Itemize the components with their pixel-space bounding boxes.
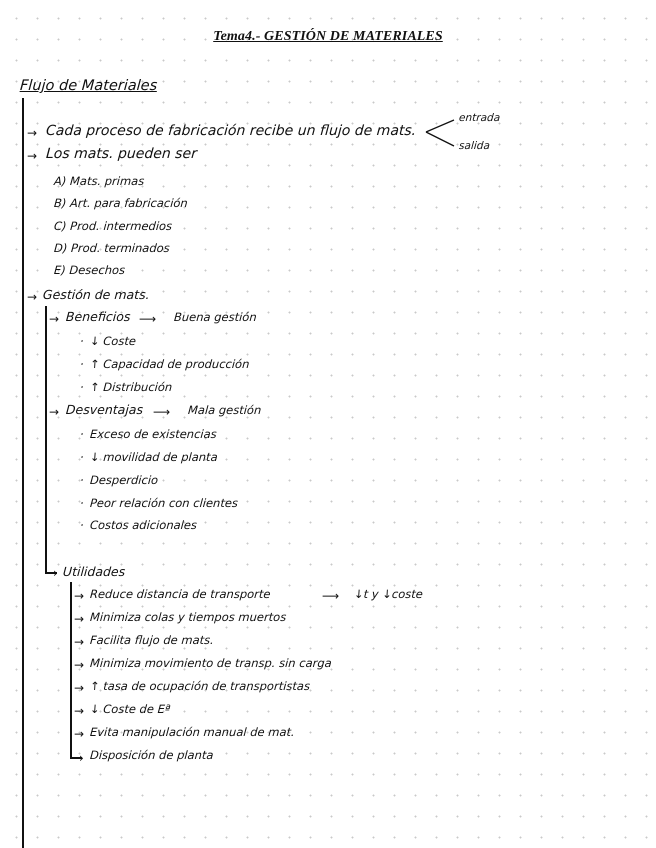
arrow-icon: → [27, 126, 38, 140]
arrow-icon: → [74, 635, 85, 649]
bullet-dot-icon: · [79, 380, 85, 394]
desventaja-item: Peor relación con clientes [89, 496, 239, 510]
bullet-dot-icon: · [79, 334, 85, 348]
arrow-icon: → [49, 312, 60, 326]
material-type-item: A) Mats. primas [53, 174, 145, 188]
desventaja-item: Costos adicionales [89, 518, 198, 532]
material-type-item: E) Desechos [53, 263, 126, 277]
material-type-item: B) Art. para fabricación [53, 196, 189, 210]
main-tree-line [22, 98, 24, 848]
utilidad-item: Minimiza movimiento de transp. sin carga [89, 656, 333, 670]
utilidad-item: Minimiza colas y tiempos muertos [89, 610, 287, 624]
arrow-icon: → [49, 405, 60, 419]
utilidad-item: Reduce distancia de transporte [89, 587, 272, 601]
page-title: Tema4.- GESTIÓN DE MATERIALES [213, 29, 443, 44]
desventaja-item: Exceso de existencias [89, 427, 218, 441]
utilidad-result: ↓t y ↓coste [353, 587, 424, 601]
arrow-icon: → [74, 658, 85, 672]
utilidad-item: ↑ tasa de ocupación de transportistas [89, 679, 311, 693]
bullet-dot-icon: · [79, 357, 85, 371]
gestion-label: Gestión de mats. [42, 287, 151, 302]
arrow-icon: › [79, 751, 84, 765]
bullet-dot-icon: · [79, 496, 85, 510]
material-type-item: C) Prod. intermedios [53, 219, 173, 233]
beneficio-item: ↓ Coste [89, 334, 137, 348]
arrow-icon: → [74, 612, 85, 626]
arrow-icon: → [27, 149, 38, 163]
utilidades-tree-line [70, 582, 72, 758]
bullet-dot-icon: · [79, 450, 85, 464]
arrow-icon: → [74, 589, 85, 603]
utilidad-item: Disposición de planta [89, 748, 214, 762]
bullet-dot-icon: · [79, 473, 85, 487]
desventajas-result: Mala gestión [187, 403, 262, 417]
arrow-icon: → [74, 681, 85, 695]
section-heading: Flujo de Materiales [19, 78, 158, 94]
utilidad-item: Evita manipulación manual de mat. [89, 725, 296, 739]
beneficios-result: Buena gestión [173, 310, 258, 324]
intro-line-types: Los mats. pueden ser [45, 146, 198, 162]
utilidades-label: Utilidades [62, 564, 126, 579]
branch-brace-icon [426, 118, 456, 150]
arrow-icon: → [27, 290, 38, 304]
material-type-item: D) Prod. terminados [53, 241, 171, 255]
beneficios-label: Beneficios [65, 309, 131, 324]
arrow-icon: › [53, 566, 58, 580]
arrow-icon: → [74, 704, 85, 718]
utilidad-item: Facilita flujo de mats. [89, 633, 215, 647]
beneficio-item: ↑ Capacidad de producción [89, 357, 250, 371]
long-arrow-icon: ⟶ [139, 312, 157, 326]
branch-salida: salida [458, 140, 491, 152]
gestion-tree-line [45, 306, 47, 572]
utilidad-item: ↓ Coste de Eª [89, 702, 171, 716]
desventaja-item: Desperdicio [89, 473, 159, 487]
long-arrow-icon: ⟶ [153, 405, 171, 419]
bullet-dot-icon: · [79, 518, 85, 532]
branch-entrada: entrada [458, 112, 501, 124]
bullet-dot-icon: · [79, 427, 85, 441]
beneficio-item: ↑ Distribución [89, 380, 173, 394]
arrow-icon: → [74, 727, 85, 741]
desventajas-label: Desventajas [65, 402, 144, 417]
long-arrow-icon: ⟶ [322, 589, 340, 603]
intro-line-flow: Cada proceso de fabricación recibe un flujo de mats. [45, 123, 417, 139]
desventaja-item: ↓ movilidad de planta [89, 450, 219, 464]
